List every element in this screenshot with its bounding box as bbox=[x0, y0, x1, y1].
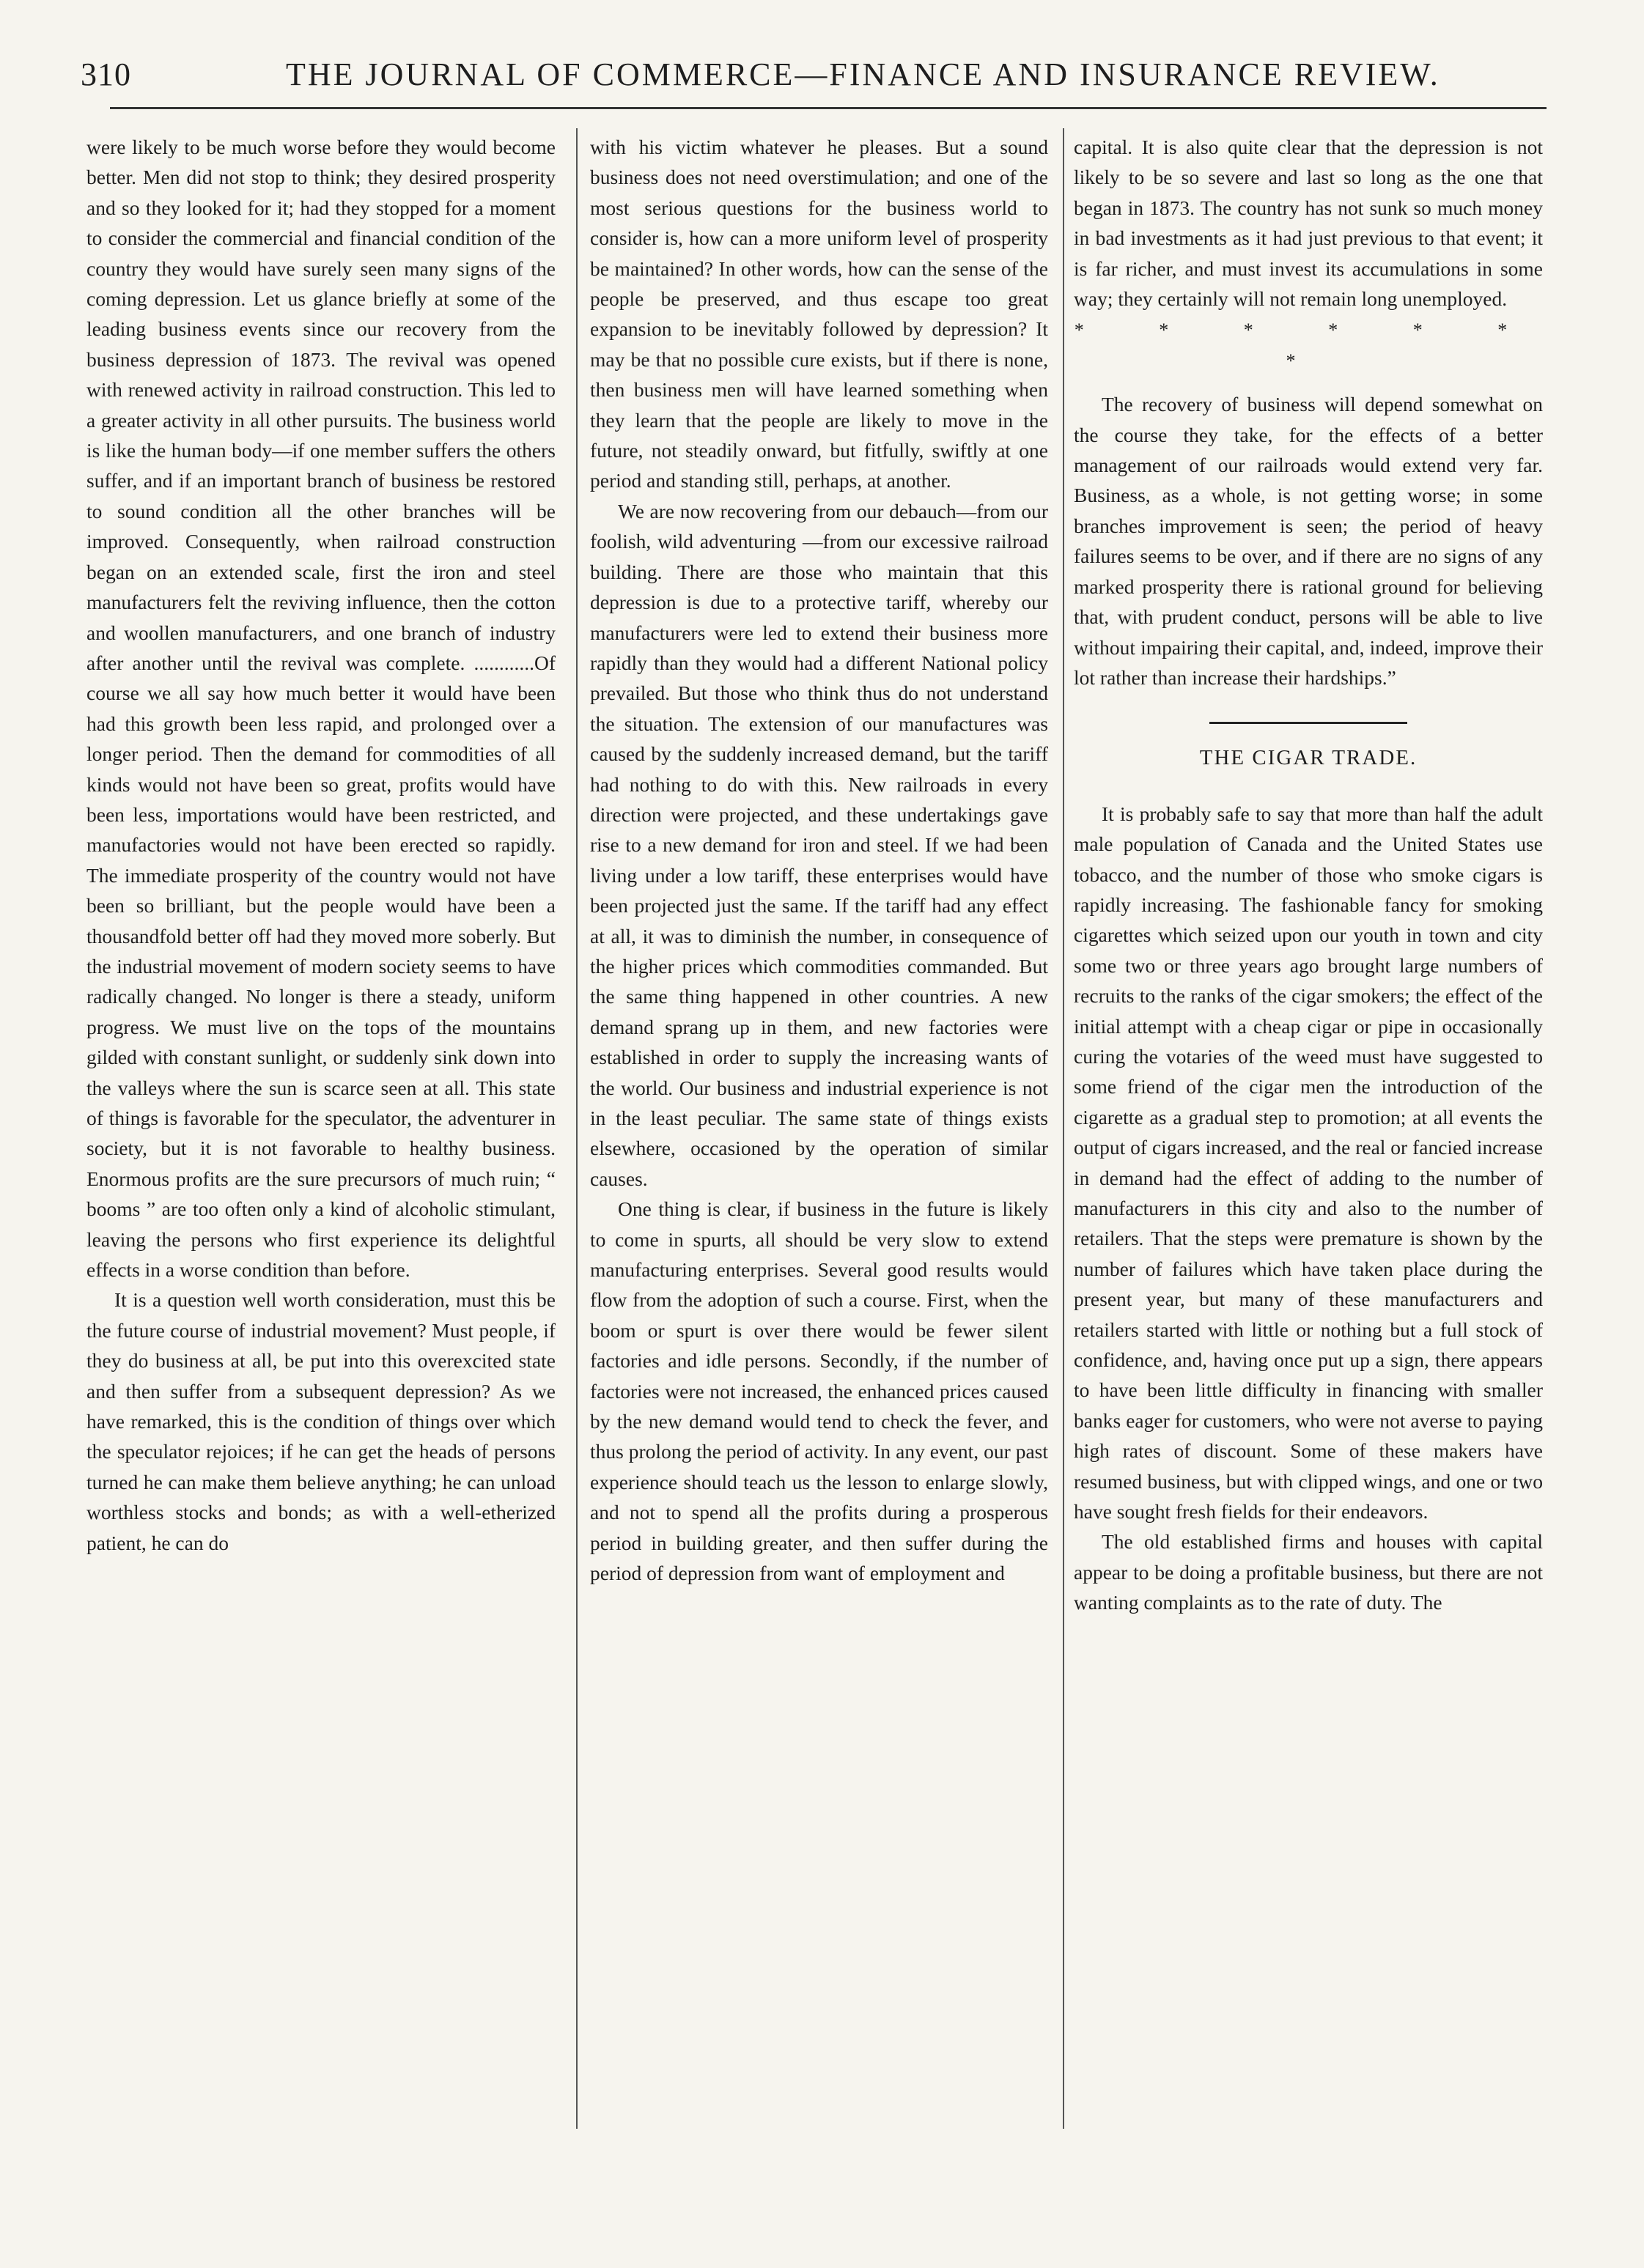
paragraph: It is a question well worth consideration, must this be the future course of industrial movement? Must people, if they do business at all, be put into this overexcited state and then suffer from a subsequent depression? As we have remarked, this is the condition of things over which the speculator rejoices; if he can get the heads of persons turned he can make them believe anything; he can unload worthless stocks and bonds; as with a well-etherized patient, he can do bbox=[86, 1288, 556, 1554]
running-head: THE JOURNAL OF COMMERCE—FINANCE AND INSURANCE REVIEW. bbox=[286, 56, 1440, 92]
paragraph: It is probably safe to say that more than half the adult male population of Canada and the United States use tobacco, and the number of those who smoke cigars is rapidly increasing. The fashionable fancy for smoking cigarettes which seized upon our youth in town and city some two or three years ago brought large numbers of recruits to the ranks of the cigar smokers; the effect of the initial attempt with a cheap cigar or pipe in occasionally curing the votaries of the weed must have suggested to some friend of the cigar men the introduction of the cigarette as a gradual step to promotion; at all events the output of cigars increased, and the real or fancied increase in demand had the effect of adding to the number of manufacturers in this city and also to the number of retailers. That the steps were premature is shown by the number of failures which have taken place during the present year, but many of these manufacturers and retailers started with little or nothing but a full stock of confidence, and, having once put up a sign, there appears to have been little difficulty in financing with smaller banks eager for customers, who were not averse to paying high rates of discount. Some of these makers have resumed business, but with clipped wings, and one or two have sought fresh fields for their endeavors. bbox=[1074, 802, 1543, 1523]
page-number: 310 bbox=[81, 56, 131, 92]
column-1 bbox=[86, 132, 556, 2213]
paragraph: The recovery of business will depend somewhat on the course they take, for the effects of a better management of our railroads would extend very far. Business, as a whole, is not getting worse; in some branches improvement is seen; the period of heavy failures seems to be over, and if there are no signs of any marked prosperity there is rational ground for believing that, with prudent conduct, persons will be able to live without impairing their capital, and, indeed, improve their lot rather than increase their hardships.” bbox=[1074, 393, 1543, 689]
page-header bbox=[81, 51, 1547, 103]
column-divider bbox=[576, 128, 578, 2129]
section-rule bbox=[1209, 722, 1407, 724]
paragraph: The old established firms and houses with capital appear to be doing a profitable business, but there are not wanting complaints as to the rate of duty. The bbox=[1074, 1530, 1543, 1614]
paragraph: One thing is clear, if business in the future is likely to come in spurts, all should be very slow to extend manufacturing enterprises. Several good results would flow from the adoption of such a course. First, when the boom or spurt is over there would be fewer silent factories and idle persons. Secondly, if the number of factories were not increased, the enhanced prices caused by the new demand would tend to check the fever, and thus prolong the period of activity. In any event, our past experience should teach us the lesson to enlarge slowly, and not to spend all the profits during a prosperous period in building greater, and then suffer during the period of depression from want of employment and bbox=[590, 1197, 1048, 1585]
paragraph: with his victim whatever he pleases. But a sound business does not need overstimulation; and one of the most serious questions for the business world to consider is, how can a more uniform level of prosperity be maintained? In other words, how can the sense of the people be preserved, and thus escape too great expansion to be inevitably followed by depression? It may be that no possible cure exists, but if there is none, then business men will have learned something when they learn that the people are likely to move in the future, not steadily onward, but fitfully, swiftly at one period and standing still, perhaps, at another. bbox=[590, 136, 1048, 492]
column-3 bbox=[1074, 132, 1543, 2213]
paragraph: capital. It is also quite clear that the depression is not likely to be so severe and last so long as the one that began in 1873. The country has not sunk so much money in bad investments as it had just previous to that event; it is far richer, and must invest its accumulations in some way; they certainly will not remain long unemployed. bbox=[1074, 136, 1543, 311]
paragraph: were likely to be much worse before they would become better. Men did not stop to think; they desired prosperity and so they looked for it; had they stopped for a moment to consider the commercial and financial condition of the country they would have surely seen many signs of the coming depression. Let us glance briefly at some of the leading business events since our recovery from the business depression of 1873. The revival was opened with renewed activity in railroad construction. This led to a greater activity in all other pursuits. The business world is like the human body—if one member suffers the others suffer, and if an important branch of business be restored to sound condition all the other branches will be improved. Consequently, when railroad construction began on an extended scale, first the iron and steel manufacturers felt the reviving influence, then the cotton and woollen manufacturers, and one branch of industry after another until the revival was complete. ............Of course we all say how much better it would have been had this growth been less rapid, and prolonged over a longer period. Then the demand for commodities of all kinds would not have been so great, profits would have been less, importations would have been restricted, and manufactories would not have been erected so rapidly. The immediate prosperity of the country would not have been so brilliant, but the people would have been a thousandfold better off had they moved more soberly. But the industrial movement of modern society seems to have radically changed. No longer is there a steady, uniform progress. We must live on the tops of the mountains gilded with constant sunlight, or suddenly sink down into the valleys where the sun is scarce seen at all. This state of things is favorable for the speculator, the adventurer in society, but it is not favorable to healthy business. Enormous profits are the sure precursors of much ruin; “ booms ” are too often only a kind of alcoholic stimulant, leaving the persons who first experience its delightful effects in a worse condition than before. bbox=[86, 136, 556, 1282]
column-divider bbox=[1063, 128, 1064, 2129]
section-title: THE CIGAR TRADE. bbox=[1199, 746, 1418, 770]
header-rule bbox=[110, 107, 1547, 109]
section-break-stars: * * * * * * * bbox=[1074, 319, 1543, 372]
column-2 bbox=[590, 132, 1048, 2213]
paragraph: We are now recovering from our debauch—from our foolish, wild adventuring —from our excessive railroad building. There are those who maintain that this depression is due to a protective tariff, whereby our manufacturers were led to extend their business more rapidly than they would had a different National policy prevailed. But those who think thus do not understand the situation. The extension of our manufactures was caused by the suddenly increased demand, but the tariff had nothing to do with this. New railroads in every direction were projected, and these undertakings gave rise to a new demand for iron and steel. If we had been living under a low tariff, these enterprises would have been projected just the same. If the tariff had any effect at all, it was to diminish the number, in consequence of the higher prices which commodities commanded. But the same thing happened in other countries. A new demand sprang up in them, and new factories were established in order to supply the increasing wants of the world. Our business and industrial experience is not in the least peculiar. The same state of things exists elsewhere, occasioned by the operation of similar causes. bbox=[590, 499, 1048, 1190]
